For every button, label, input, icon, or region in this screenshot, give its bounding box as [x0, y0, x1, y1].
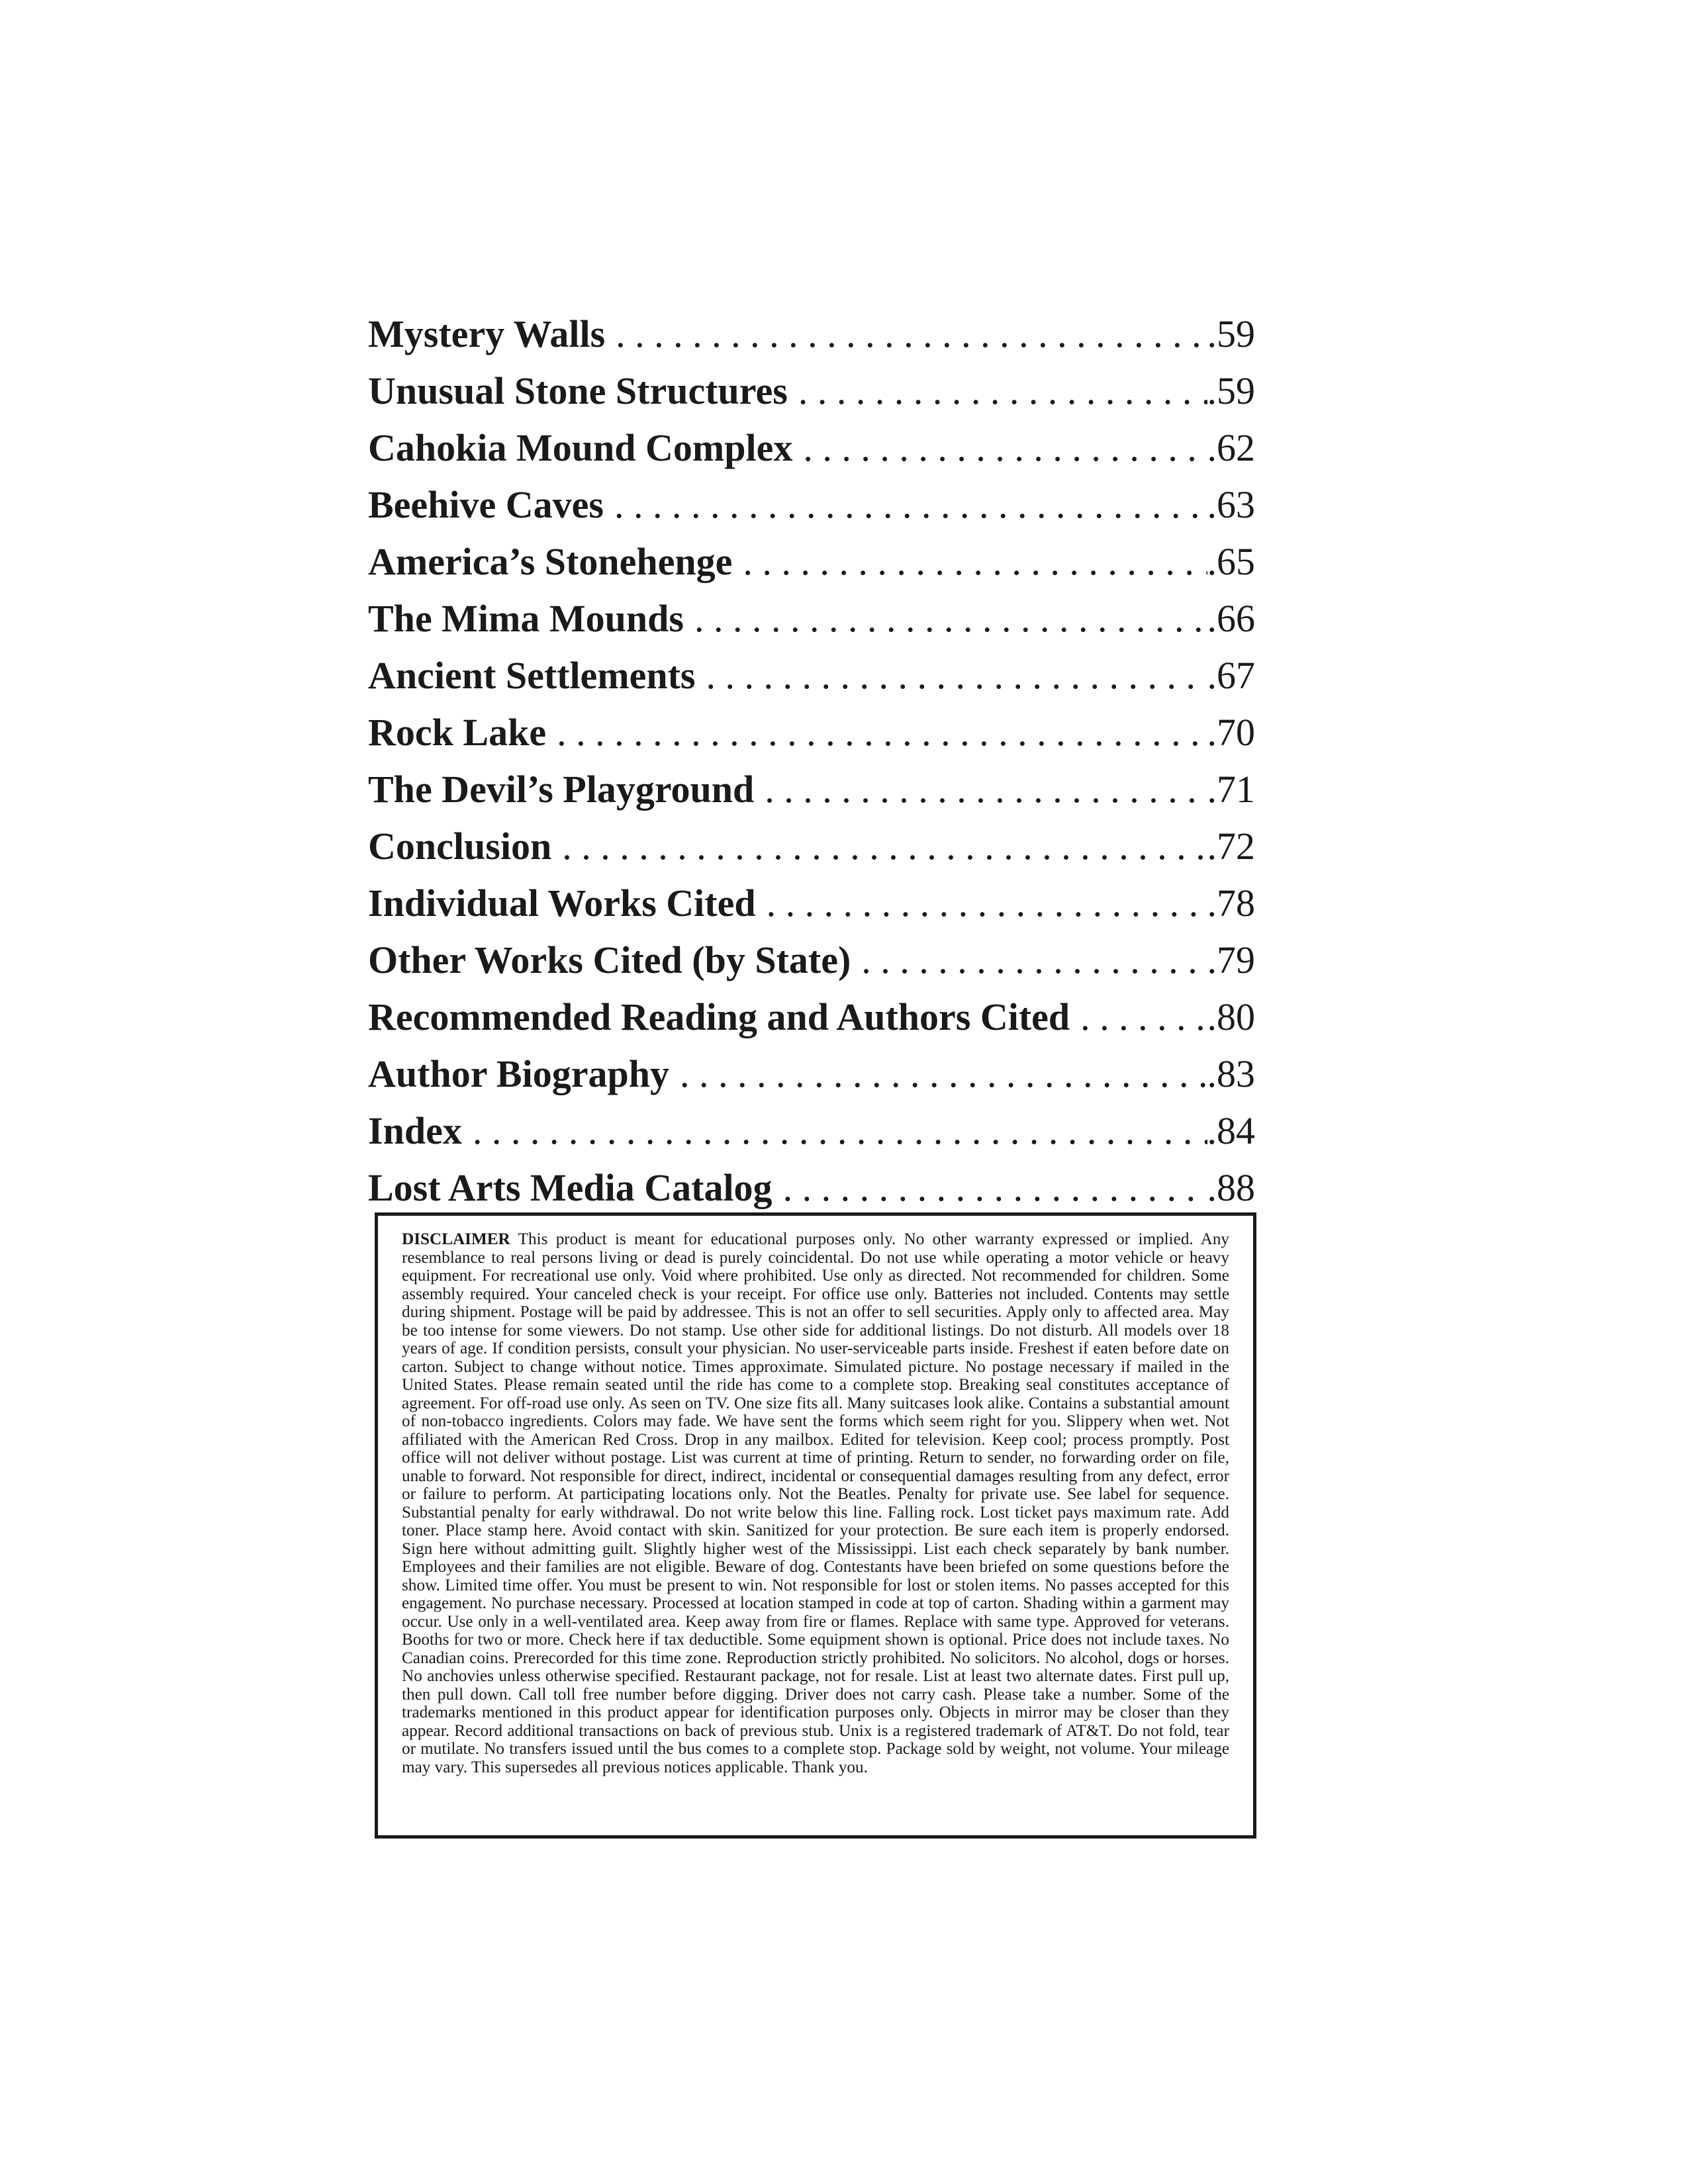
toc-entry-title: Recommended Reading and Authors Cited	[368, 995, 1070, 1038]
disclaimer-heading: DISCLAIMER	[402, 1230, 510, 1248]
toc-entry[interactable]	[368, 1046, 1255, 1103]
toc-dot-leader	[616, 306, 1207, 363]
toc-entry-title: The Devil’s Playground	[368, 768, 755, 811]
disclaimer-body: This product is meant for educational purposes only. No other warranty expressed or implied. Any resemblance to real persons living or dead is purely coincidental. Do not use while operating a motor vehicle or heavy equipment. For recreational use only. Void where prohibited. Use only as directed. Not recommended for children. Some assembly required. Your canceled check is your receipt. For office use only. Batteries not included. Contents may settle during shipment. Postage will be paid by addressee. This is not an offer to sell securities. Apply only to affected area. May be too intense for some viewers. Do not stamp. Use other side for additional listings. Do not disturb. All models over 18 years of age. If condition persists, consult your physician. No user-serviceable parts inside. Freshest if eaten before date on carton. Subject to change without notice. Times approximate. Simulated picture. No postage necessary if mailed in the United States. Please remain seated until the ride has come to a complete stop. Breaking seal constitutes acceptance of agreement. For off-road use only. As seen on TV. One size fits all. Many suitcases look alike. Contains a substantial amount of non-tobacco ingredients. Colors may fade. We have sent the forms which seem right for you. Slippery when wet. Not affiliated with the American Red Cross. Drop in any mailbox. Edited for television. Keep cool; process promptly. Post office will not deliver without postage. List was current at time of printing. Return to sender, no forwarding order on file, unable to forward. Not responsible for direct, indirect, incidental or consequential damages resulting from any defect, error or failure to perform. At participating locations only. Not the Beatles. Penalty for private use. See label for sequence. Substantial penalty for early withdrawal. Do not write below this line. Falling rock. Lost ticket pays maximum rate. Add toner. Place stamp here. Avoid contact with skin. Sanitized for your protection. Be sure each item is properly endorsed. Sign here without admitting guilt. Slightly higher west of the Mississippi. List each check separately by bank number. Employees and their families are not eligible. Beware of dog. Contestants have been briefed on some questions before the show. Limited time offer. You must be present to win. Not responsible for lost or stolen items. No passes accepted for this engagement. No purchase necessary. Processed at location stamped in code at top of carton. Shading within a garment may occur. Use only in a well-ventilated area. Keep away from fire or flames. Replace with same type. Approved for veterans. Booths for two or more. Check here if tax deductible. Some equipment shown is optional. Price does not include taxes. No Canadian coins. Prerecorded for this time zone. Reproduction strictly prohibited. No solicitors. No alcohol, dogs or horses. No anchovies unless otherwise specified. Restaurant package, not for resale. List at least two alternate dates. First pull up, then pull down. Call toll free number before digging. Driver does not carry cash. Please take a number. Some of the trademarks mentioned in this product appear for identification purposes only. Objects in mirror may be closer than they appear. Record additional transactions on back of previous stub. Unix is a registered trademark of AT&T. Do not fold, tear or mutilate. No transfers issued until the bus comes to a complete stop. Package sold by weight, not volume. Your mileage may vary. This supersedes all previous notices applicable. Thank you.	[402, 1230, 1230, 1776]
toc-entry[interactable]	[368, 875, 1255, 932]
toc-dot-leader	[861, 932, 1207, 989]
toc-entry[interactable]	[368, 533, 1255, 590]
toc-entry-title: Cahokia Mound Complex	[368, 426, 793, 469]
toc-entry-title: Beehive Caves	[368, 483, 604, 526]
toc-entry-page: .67	[1207, 654, 1255, 697]
toc-entry-title: Lost Arts Media Catalog	[368, 1166, 773, 1209]
toc-entry[interactable]	[368, 704, 1255, 761]
disclaimer-text	[402, 1230, 1229, 1776]
toc-entry-page: .78	[1207, 882, 1255, 925]
toc-entry-page: .70	[1207, 711, 1255, 754]
toc-dot-leader	[1080, 989, 1207, 1046]
toc-entry-title: Conclusion	[368, 825, 552, 868]
toc-entry-page: .88	[1207, 1166, 1255, 1209]
toc-dot-leader	[557, 704, 1207, 761]
toc-dot-leader	[767, 875, 1207, 932]
toc-dot-leader	[743, 533, 1207, 590]
toc-entry-page: .65	[1207, 540, 1255, 583]
toc-entry[interactable]	[368, 989, 1255, 1046]
toc-entry-page: .59	[1207, 369, 1255, 412]
toc-entry-page: .84	[1207, 1109, 1255, 1152]
toc-entry[interactable]	[368, 477, 1255, 533]
toc-entry-page: .63	[1207, 483, 1255, 526]
toc-entry-page: .66	[1207, 597, 1255, 640]
toc-entry-title: America’s Stonehenge	[368, 540, 733, 583]
table-of-contents	[368, 306, 1255, 1216]
toc-dot-leader	[614, 477, 1207, 533]
toc-dot-leader	[694, 590, 1207, 647]
toc-entry-page: .72	[1207, 825, 1255, 868]
toc-entry[interactable]	[368, 306, 1255, 363]
toc-dot-leader	[473, 1103, 1207, 1160]
toc-entry[interactable]	[368, 818, 1255, 875]
toc-entry-title: Individual Works Cited	[368, 882, 756, 925]
toc-entry-page: .83	[1207, 1052, 1255, 1095]
toc-entry-title: Index	[368, 1109, 462, 1152]
toc-entry-title: Ancient Settlements	[368, 654, 696, 697]
toc-entry-title: Rock Lake	[368, 711, 547, 754]
toc-dot-leader	[783, 1160, 1207, 1216]
toc-entry[interactable]	[368, 932, 1255, 989]
toc-entry-page: .71	[1207, 768, 1255, 811]
toc-dot-leader	[680, 1046, 1207, 1103]
toc-entry[interactable]	[368, 1160, 1255, 1216]
toc-entry-title: The Mima Mounds	[368, 597, 684, 640]
toc-entry-page: .59	[1207, 312, 1255, 355]
toc-entry-page: .62	[1207, 426, 1255, 469]
toc-entry[interactable]	[368, 590, 1255, 647]
toc-entry-page: .80	[1207, 995, 1255, 1038]
toc-entry[interactable]	[368, 363, 1255, 420]
toc-entry-title: Unusual Stone Structures	[368, 369, 788, 412]
toc-entry[interactable]	[368, 761, 1255, 818]
toc-entry-title: Author Biography	[368, 1052, 669, 1095]
toc-dot-leader	[765, 761, 1207, 818]
toc-dot-leader	[562, 818, 1207, 875]
toc-dot-leader	[798, 363, 1207, 420]
disclaimer-box	[375, 1212, 1256, 1839]
toc-entry-page: .79	[1207, 938, 1255, 981]
toc-dot-leader	[803, 420, 1207, 477]
toc-entry-title: Mystery Walls	[368, 312, 606, 355]
toc-entry[interactable]	[368, 1103, 1255, 1160]
toc-entry-title: Other Works Cited (by State)	[368, 938, 851, 981]
toc-entry[interactable]	[368, 647, 1255, 704]
toc-entry[interactable]	[368, 420, 1255, 477]
toc-dot-leader	[706, 647, 1207, 704]
